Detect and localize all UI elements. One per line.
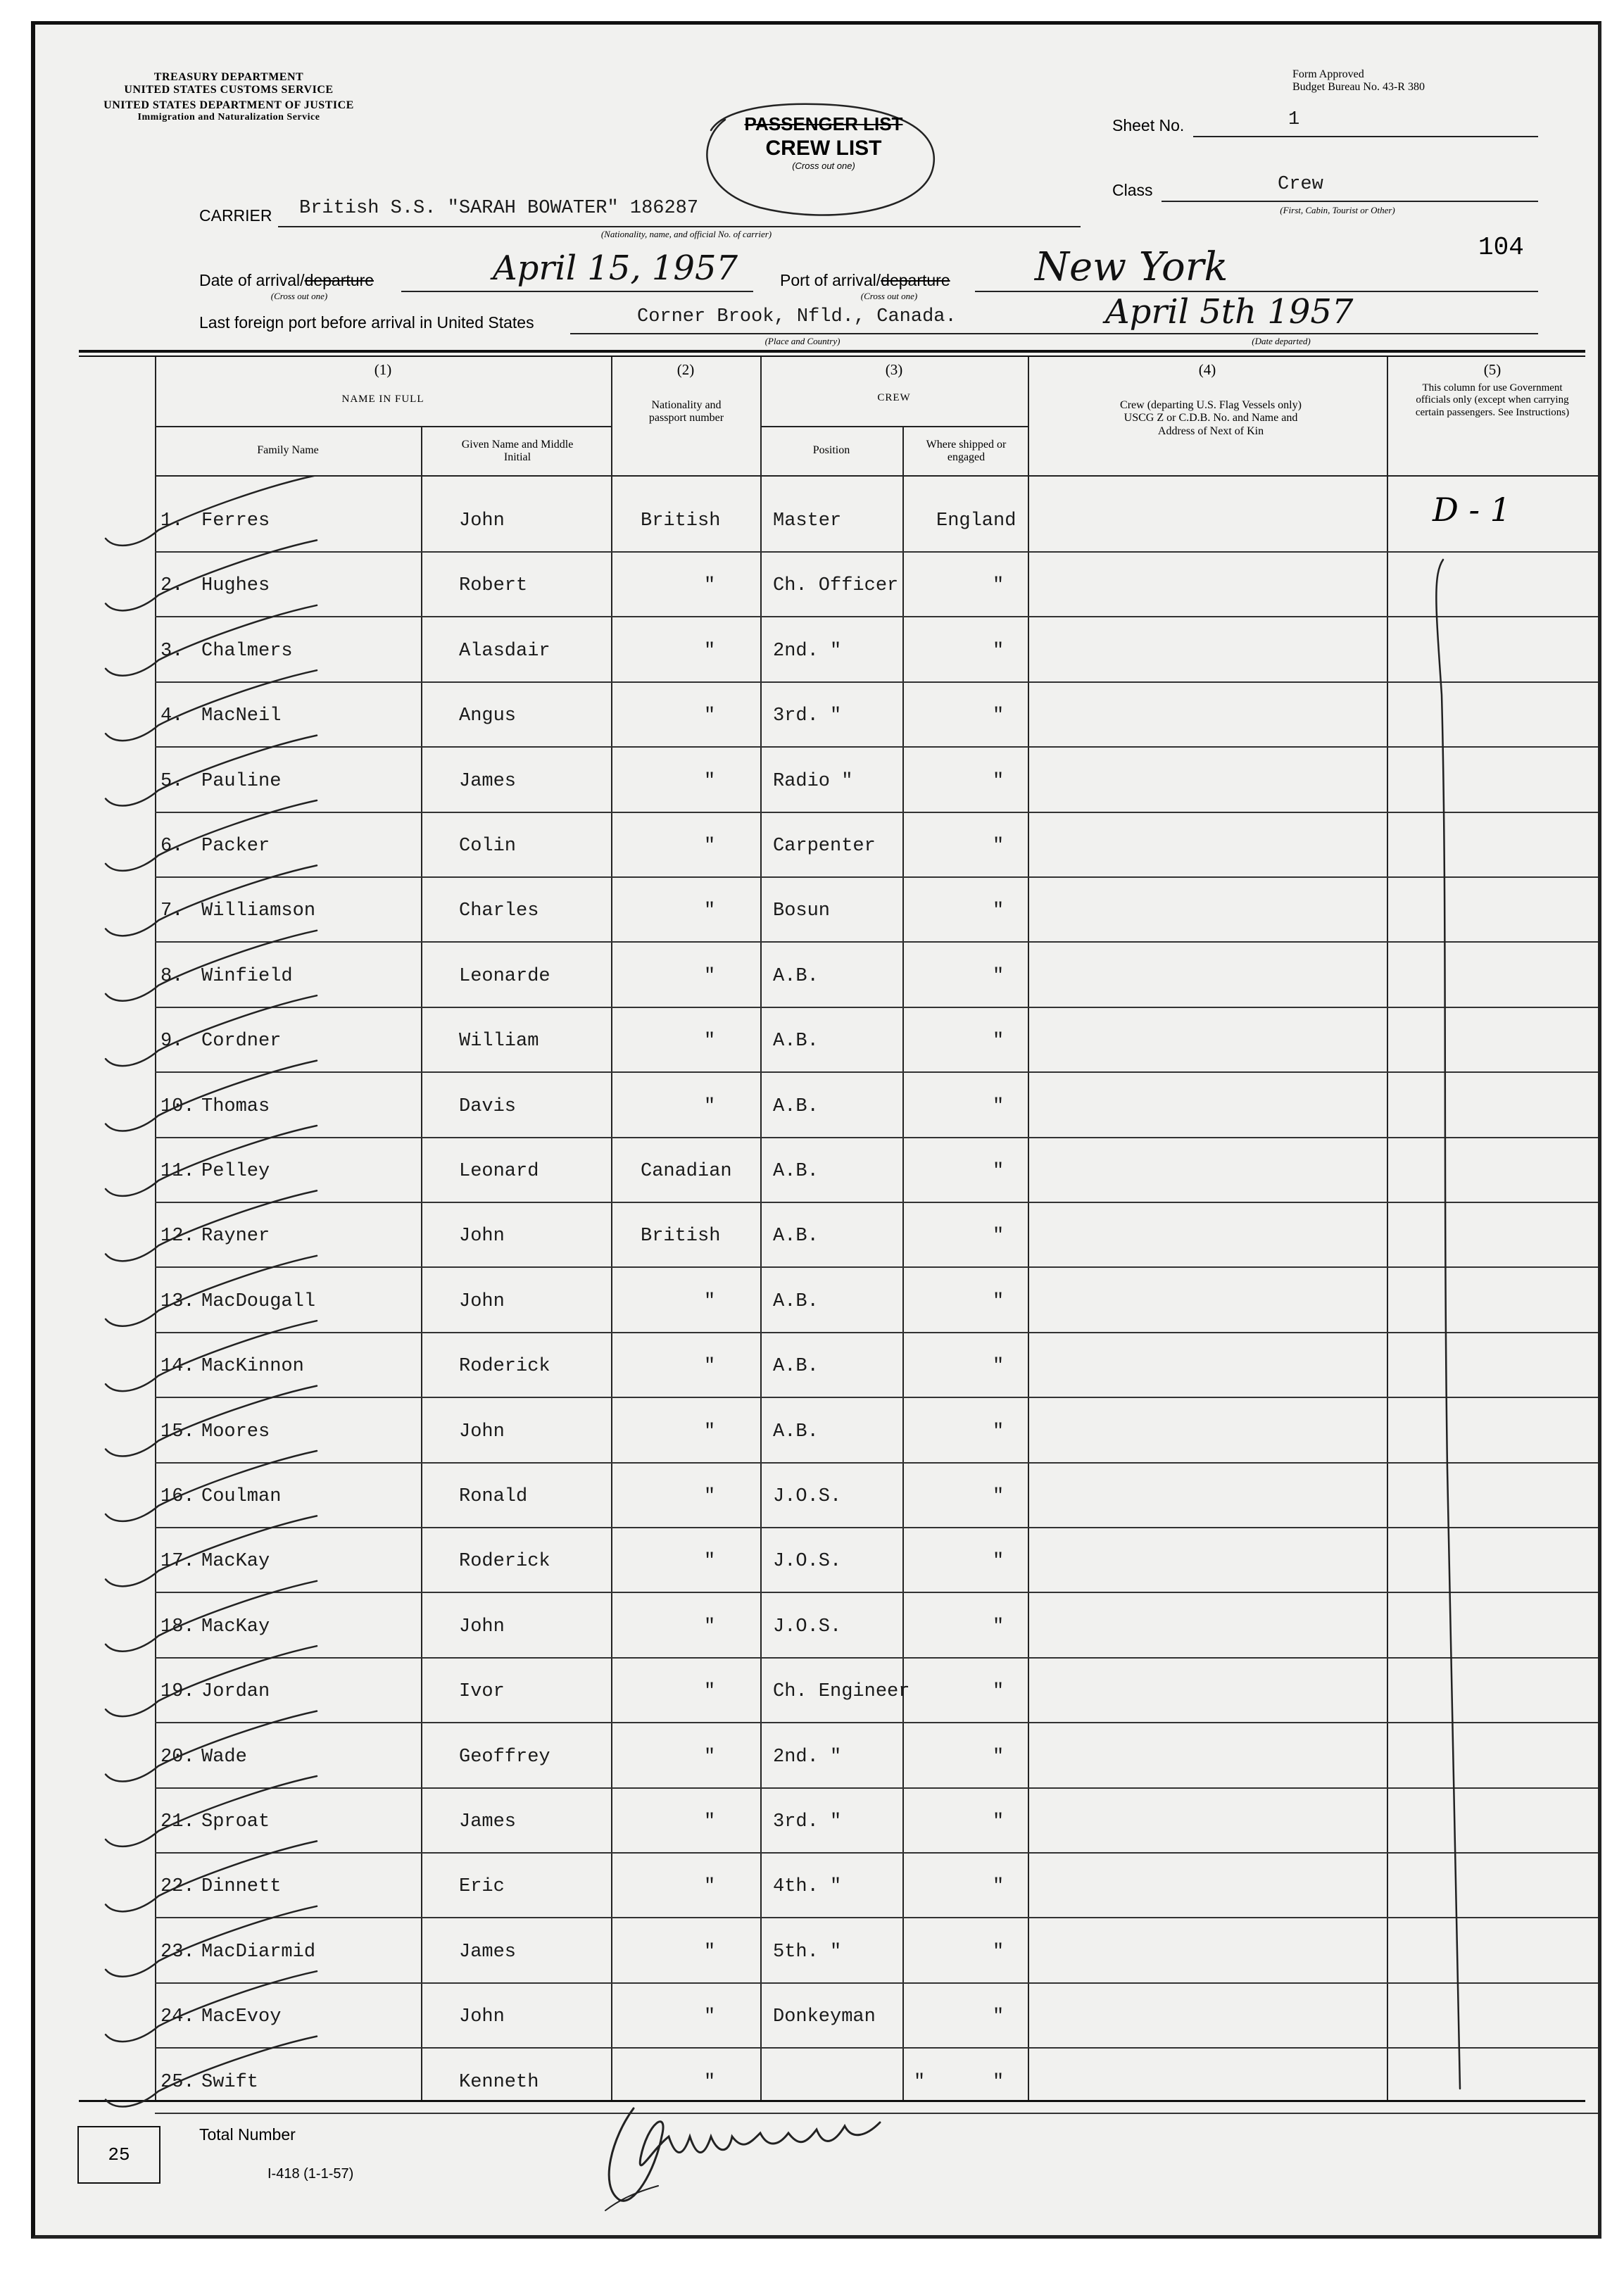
given-name: John [459,1421,505,1442]
crew-subheader-rule [760,426,1028,427]
where-shipped: " [993,836,1005,857]
position: A.B. [773,965,819,987]
col4-number: (4) [1198,361,1216,378]
nationality: " [704,1616,716,1637]
col2-number: (2) [676,361,695,378]
row-number: 13. [160,1290,195,1312]
family-name: Coulman [201,1486,282,1507]
where-shipped: " [993,1161,1005,1182]
position: " [914,2071,926,2093]
where-shipped: " [993,640,1005,662]
given-name: Charles [459,900,539,922]
position: 2nd. " [773,640,842,662]
family-name: Sproat [201,1811,270,1832]
given-name: Leonard [459,1161,539,1182]
position: Bosun [773,900,831,922]
family-name: Swift [201,2071,259,2093]
port-of-arrival-value: New York [1035,244,1228,290]
col1-family-header: Family Name [257,444,319,456]
position: Ch. Officer [773,575,899,597]
nationality: " [704,575,716,597]
nationality: " [704,1811,716,1832]
total-number-box [77,2126,160,2184]
nationality: " [704,1681,716,1703]
date-arrival-text: Date of arrival/ [199,271,305,289]
position: J.O.S. [773,1486,842,1507]
check-mark [106,1321,317,1391]
where-shipped: " [993,1681,1005,1703]
family-name: Rayner [201,1226,270,1247]
col2-title: Nationality and passport number [648,399,724,424]
where-shipped: " [993,1551,1005,1573]
official-column-bracket-mark [1415,554,1499,2103]
col1-title: NAME IN FULL [341,394,424,405]
nationality: " [704,900,716,922]
nationality: " [704,1551,716,1573]
family-name: Wade [201,1746,247,1768]
departure-date-caption: (Date departed) [1252,336,1311,346]
row-number: 20. [160,1746,195,1768]
last-foreign-port-rule [570,333,1538,334]
where-shipped: " [993,1290,1005,1312]
family-name: Chalmers [201,640,293,662]
given-name: Angus [459,705,517,727]
carrier-caption: (Nationality, name, and official No. of carrier) [600,229,772,239]
nationality: " [704,836,716,857]
agency-line-1: TREASURY DEPARTMENT [153,71,304,83]
check-mark [106,1581,317,1652]
last-foreign-port-label: Last foreign port before arrival in United States [199,313,534,332]
carrier-value: British S.S. "SARAH BOWATER" 186287 [299,198,699,219]
where-shipped: " [993,1746,1005,1768]
given-name: Davis [459,1095,517,1117]
family-name: Pauline [201,770,282,792]
position: Master [773,510,842,531]
check-mark [106,800,317,871]
nationality: " [704,2071,716,2093]
given-name: John [459,1226,505,1247]
family-name: Ferres [201,510,270,531]
date-departure-struck: departure [304,271,374,289]
check-mark [106,475,317,546]
given-name: Alasdair [459,640,550,662]
family-name: MacNeil [201,705,282,727]
col3-shipped-header: Where shipped or engaged [926,439,1007,464]
check-marks [35,475,528,2122]
sheet-number-rule [1193,136,1538,137]
carrier-rule [278,226,1081,227]
position: A.B. [773,1421,819,1442]
row-number: 2. [160,575,184,597]
where-shipped: England [936,510,1016,531]
last-port-caption: (Place and Country) [764,336,841,346]
family-name: MacKinnon [201,1356,304,1378]
where-shipped: " [993,1421,1005,1442]
crew-list-form [31,21,1601,2239]
check-mark [106,995,317,1066]
nationality: " [704,965,716,987]
family-name: Moores [201,1421,270,1442]
port-departure-struck: departure [881,271,950,289]
position: A.B. [773,1226,819,1247]
row-number: 24. [160,2006,195,2028]
where-shipped: " [993,1616,1005,1637]
family-name: Dinnett [201,1876,282,1898]
where-shipped: " [993,1356,1005,1378]
row-number: 14. [160,1356,195,1378]
row-number: 8. [160,965,184,987]
check-mark [106,1776,317,1847]
where-shipped: " [993,1226,1005,1247]
check-mark [106,1126,317,1196]
position: A.B. [773,1161,819,1182]
col5-number: (5) [1483,361,1502,378]
position: 3rd. " [773,705,842,727]
family-name: MacKay [201,1616,270,1637]
given-name: Ivor [459,1681,505,1703]
position: 2nd. " [773,1746,842,1768]
given-name: James [459,1941,517,1963]
date-of-arrival-value: April 15, 1957 [493,249,738,288]
nationality: British [641,510,721,531]
given-name: James [459,770,517,792]
check-mark [106,1516,317,1586]
where-shipped: " [993,2071,1005,2093]
position: 3rd. " [773,1811,842,1832]
nationality: " [704,2006,716,2028]
row-number: 7. [160,900,184,922]
family-name: MacDiarmid [201,1941,316,1963]
col4-title: Crew (departing U.S. Flag Vessels only) USCG Z or C.D.B. No. and Name and Address of Next of Kin [1120,399,1302,437]
check-mark [106,1971,317,2042]
col5-title: This column for use Government officials only (except when carrying certain passengers. See Instructions) [1415,382,1570,418]
row-number: 3. [160,640,184,662]
family-name: Thomas [201,1095,270,1117]
where-shipped: " [993,575,1005,597]
date-cross-caption: (Cross out one) [270,291,328,301]
check-mark [106,540,317,610]
given-name: John [459,510,505,531]
family-name: MacKay [201,1551,270,1573]
row-number: 17. [160,1551,195,1573]
signature [591,2094,922,2214]
check-mark [106,1061,317,1131]
col1-number: (1) [374,361,392,378]
check-mark [106,605,317,676]
where-shipped: " [993,705,1005,727]
position: 4th. " [773,1876,842,1898]
name-subheader-rule [155,426,611,427]
passenger-list-struck: PASSENGER LIST [744,113,903,134]
agency-line-2: UNITED STATES CUSTOMS SERVICE [124,84,334,96]
where-shipped: " [993,1031,1005,1052]
family-name: Cordner [201,1031,282,1052]
nationality: " [704,1421,716,1442]
position: A.B. [773,1356,819,1378]
form-number: I-418 (1-1-57) [267,2166,354,2182]
check-mark [106,1451,317,1521]
nationality: British [641,1226,721,1247]
row-number: 1. [160,510,184,531]
position: A.B. [773,1031,819,1052]
given-name: John [459,2006,505,2028]
row-number: 22. [160,1876,195,1898]
row-number: 11. [160,1161,195,1182]
departure-date-value: April 5th 1957 [1105,292,1354,332]
total-number-value: 25 [108,2144,130,2165]
date-of-arrival-label [199,271,374,290]
row-number: 16. [160,1486,195,1507]
where-shipped: " [993,1876,1005,1898]
position: A.B. [773,1095,819,1117]
sheet-number-label: Sheet No. [1112,116,1185,134]
position: A.B. [773,1290,819,1312]
family-name: Hughes [201,575,270,597]
given-name: James [459,1811,517,1832]
where-shipped: " [993,2006,1005,2028]
nationality: " [704,640,716,662]
where-shipped: " [993,965,1005,987]
official-notation: D - 1 [1433,491,1511,529]
where-shipped: " [993,1095,1005,1117]
nationality: " [704,1486,716,1507]
form-approval [1292,68,1425,93]
given-name: William [459,1031,539,1052]
position: Carpenter [773,836,876,857]
row-number: 4. [160,705,184,727]
row-number: 21. [160,1811,195,1832]
position: 5th. " [773,1941,842,1963]
nationality: " [704,1290,716,1312]
crew-list-title: CREW LIST [765,137,882,160]
family-name: MacEvoy [201,2006,282,2028]
family-name: Jordan [201,1681,270,1703]
given-name: Ronald [459,1486,528,1507]
last-foreign-port-value: Corner Brook, Nfld., Canada. [637,306,957,327]
carrier-label: CARRIER [199,206,272,225]
class-rule [1162,201,1538,202]
stamp-number: 104 [1478,233,1524,262]
row-number: 25. [160,2071,195,2093]
nationality: " [704,1941,716,1963]
check-mark [106,1711,317,1782]
form-approved-label: Form Approved [1292,68,1364,80]
check-mark [106,931,317,1001]
family-name: Williamson [201,900,316,922]
col3-title: CREW [877,392,911,403]
row-number: 5. [160,770,184,792]
nationality: " [704,770,716,792]
port-of-arrival-label [780,271,950,290]
where-shipped: " [993,770,1005,792]
row-number: 10. [160,1095,195,1117]
nationality: Canadian [641,1161,732,1182]
check-mark [106,865,317,936]
row-number: 23. [160,1941,195,1963]
nationality: " [704,1356,716,1378]
check-mark [106,1190,317,1261]
given-name: Kenneth [459,2071,539,2093]
where-shipped: " [993,1811,1005,1832]
given-name: Roderick [459,1356,550,1378]
list-title [711,113,936,171]
sheet-number-value: 1 [1288,109,1300,130]
check-mark [106,1841,317,1911]
col3-position-header: Position [812,444,850,456]
family-name: Winfield [201,965,293,987]
position: Ch. Engineer [773,1681,910,1703]
row-number: 6. [160,836,184,857]
col1-given-header: Given Name and Middle Initial [461,439,574,464]
col3-number: (3) [885,361,903,378]
port-cross-caption: (Cross out one) [860,291,918,301]
position: Radio " [773,770,853,792]
total-number-label: Total Number [199,2125,296,2144]
family-name: Pelley [201,1161,270,1182]
nationality: " [704,1746,716,1768]
given-name: Colin [459,836,517,857]
check-mark [106,670,317,741]
family-name: Packer [201,836,270,857]
row-number: 19. [160,1681,195,1703]
given-name: Eric [459,1876,505,1898]
given-name: Leonarde [459,965,550,987]
row-number: 12. [160,1226,195,1247]
port-arrival-text: Port of arrival/ [780,271,881,289]
class-value: Crew [1278,174,1323,195]
table-top-rule [79,350,1585,353]
class-label: Class [1112,181,1153,199]
position: J.O.S. [773,1616,842,1637]
given-name: John [459,1290,505,1312]
budget-bureau-number: Budget Bureau No. 43-R 380 [1292,80,1425,93]
class-caption: (First, Cabin, Tourist or Other) [1280,205,1395,215]
agency-line-4: Immigration and Naturalization Service [137,112,320,122]
check-mark [106,1646,317,1716]
check-mark [106,1256,317,1326]
nationality: " [704,1876,716,1898]
where-shipped: " [993,1941,1005,1963]
date-of-arrival-rule [401,291,753,292]
check-mark [106,736,317,806]
given-name: Robert [459,575,528,597]
nationality: " [704,705,716,727]
nationality: " [704,1031,716,1052]
family-name: MacDougall [201,1290,316,1312]
position: Donkeyman [773,2006,876,2028]
row-number: 15. [160,1421,195,1442]
nationality: " [704,1095,716,1117]
where-shipped: " [993,900,1005,922]
where-shipped: " [993,1486,1005,1507]
given-name: John [459,1616,505,1637]
check-mark [106,1386,317,1457]
check-mark [106,1906,317,1977]
row-number: 18. [160,1616,195,1637]
row-number: 9. [160,1031,184,1052]
title-cross-note: (Cross out one) [792,161,855,171]
given-name: Roderick [459,1551,550,1573]
check-mark [106,2037,317,2107]
given-name: Geoffrey [459,1746,550,1768]
agency-line-3: UNITED STATES DEPARTMENT OF JUSTICE [103,99,354,111]
position: J.O.S. [773,1551,842,1573]
